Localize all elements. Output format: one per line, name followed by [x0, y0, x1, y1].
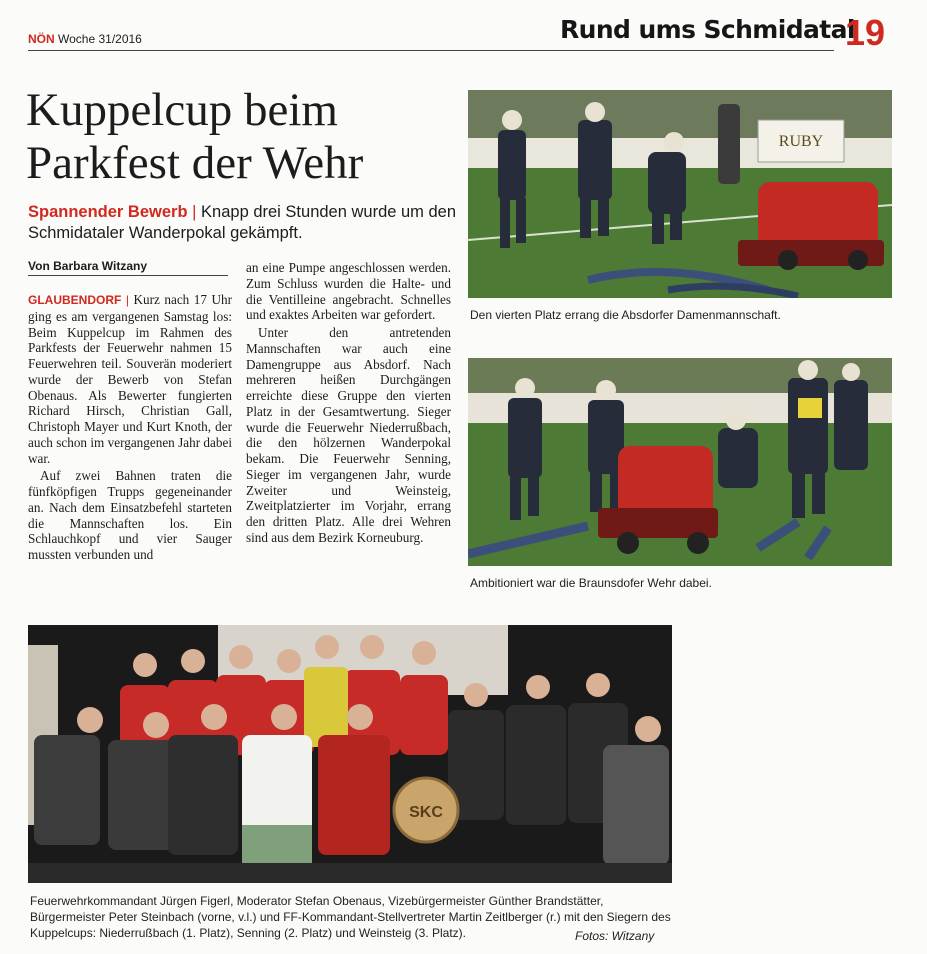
photo-credit: Fotos: Witzany — [575, 929, 655, 943]
wanderpokal-text: SKC — [409, 804, 443, 821]
caption-braunsdorf-team: Ambitioniert war die Braunsdofer Wehr dabei. — [470, 576, 712, 590]
page-number: 19 — [845, 12, 886, 53]
dateline-separator: | — [125, 293, 129, 307]
brand-logo: NÖN — [28, 32, 55, 46]
headline-line-1: Kuppelcup beim — [26, 84, 338, 136]
photo-womens-team — [468, 90, 892, 298]
caption-winners-group: Feuerwehrkommandant Jürgen Figerl, Moderator Stefan Obenaus, Vizebürgermeister Günther Brandstätter, Bürgermeister Peter Steinbach (vorne, v.l.) und FF-Kommandant-Stellvertreter Martin Zeitlberger (r.) mit den Siegern des Kuppelcups: Niederrußbach (1. Platz), Senning (2. Platz) und Weinsteig (3. Platz). — [30, 894, 671, 940]
ruby-sign-text: RUBY — [778, 133, 824, 150]
headline-line-2: Parkfest der Wehr — [26, 137, 364, 189]
kicker-label: Spannender Bewerb — [28, 203, 188, 221]
caption-womens-team: Den vierten Platz errang die Absdorfer Damenmannschaft. — [470, 308, 781, 322]
article-column-2 — [246, 260, 451, 546]
article-column-1 — [28, 292, 232, 563]
dateline-place: GLAUBENDORF — [28, 293, 122, 307]
paragraph-3: Unter den antretenden Mannschaften war auch eine Damengruppe aus Absdorf. Nach mehreren heißen Durchgängen erreichte diese Gruppe den vierten Platz in der Gesamtwertung. Sieger wurde die Feuerwehr Niederrußbach, die den hölzernen Wanderpokal bekam. Die Feuerwehr Senning, Sieger im vergangenen Jahr, wurde Zweiter und Weinsteig, Zweitplatzierter im Vorjahr, errang den dritten Platz. Alle drei Wehren sind aus dem Bezirk Korneuburg. — [246, 325, 451, 545]
issue-label — [28, 32, 142, 46]
dateline — [28, 293, 129, 307]
photo-womens-team-image — [468, 90, 892, 298]
photo-winners-group-image — [28, 625, 672, 883]
article-kicker — [28, 202, 458, 244]
paragraph-2: Auf zwei Bahnen traten die fünfköpfigen Trupps gegeneinander an. Nach dem Einsatzbefehl starteten die Mannschaften los. Ein Schlauchkopf und vier Sauger mussten verbunden und — [28, 468, 232, 562]
kicker-separator: | — [192, 203, 197, 221]
author-byline: Von Barbara Witzany — [28, 259, 228, 276]
article-headline — [26, 84, 466, 190]
section-title: Rund ums Schmidatal — [560, 15, 855, 44]
paragraph-1 — [28, 292, 232, 466]
paragraph-1-text: Kurz nach 17 Uhr ging es am vergangenen Samstag los: Beim Kuppelcup im Rahmen des Parkfests der Feuerwehr nahmen 15 Feuerwehren teil. Souverän moderiert wurde der Bewerb von Stefan Obenaus. Als Bewerter fungierten Richard Hirsch, Christian Gall, Christoph Mayer und Kurt Knoth, der auch schon im vergangenen Jahr dabei war. — [28, 292, 232, 466]
issue-week: Woche 31/2016 — [58, 32, 142, 46]
photo-braunsdorf-team-image — [468, 358, 892, 566]
header-divider — [28, 50, 834, 51]
photo-winners-group — [28, 625, 672, 883]
paragraph-2-continued: an eine Pumpe angeschlossen werden. Zum Schluss wurden die Halte- und die Ventilleine angebracht. Schnelles und exaktes Arbeiten war gefordert. — [246, 260, 451, 323]
kicker-text: Knapp drei Stunden wurde um den Schmidataler Wanderpokal gekämpft. — [28, 203, 457, 242]
photo-braunsdorf-team — [468, 358, 892, 566]
